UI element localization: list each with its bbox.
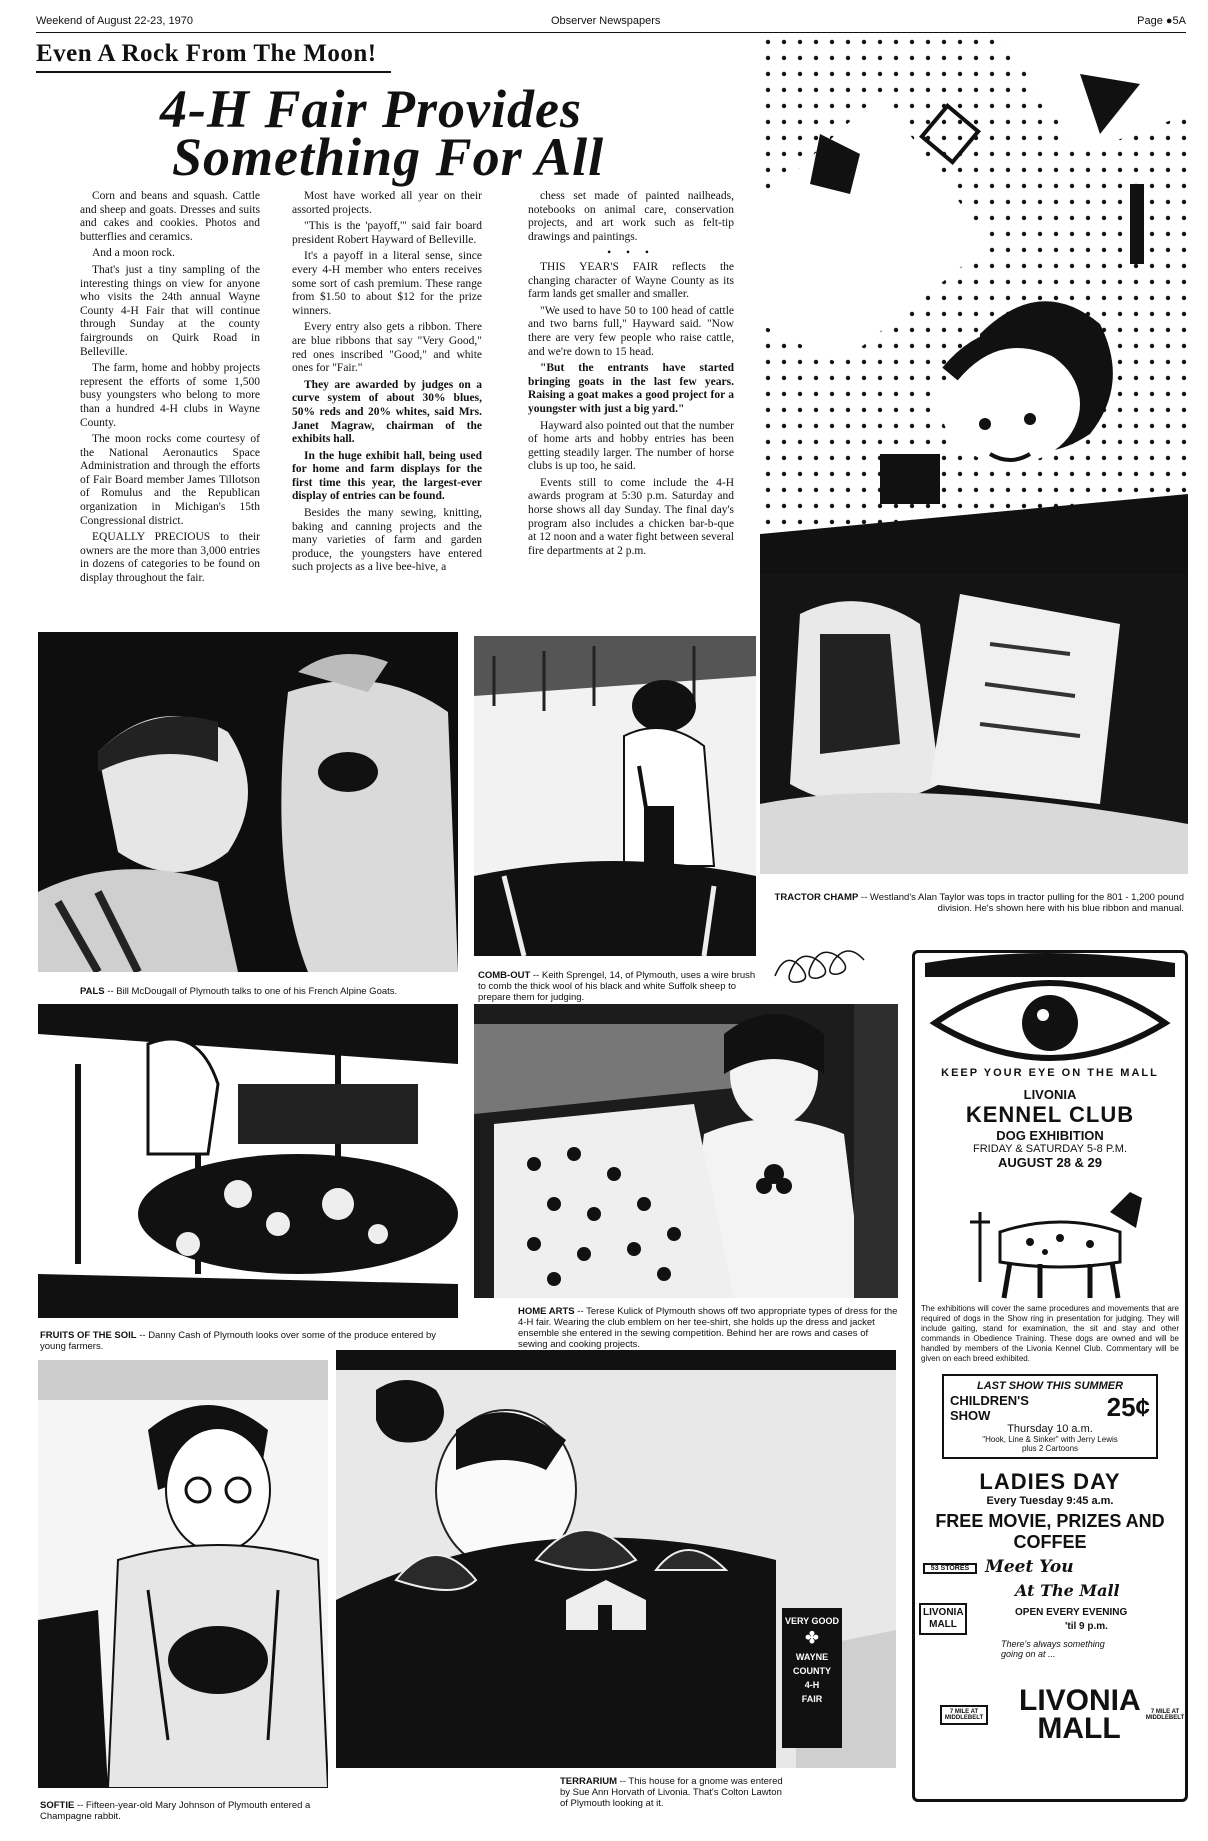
open-every-evening: OPEN EVERY EVENING [1015, 1607, 1128, 1618]
ad-exhibition-dates: AUGUST 28 & 29 [997, 1155, 1103, 1170]
article-paragraph: Events still to come include the 4-H awards program at 5:30 p.m. Saturday and horse shows all day Sunday. The final day's program also includes a chicken bar-b-que at 12 noon and a water fight between several fire departments at 2 p.m. [528, 476, 734, 557]
caption-label: FRUITS OF THE SOIL [40, 1330, 137, 1341]
ribbon-line: FAIR [801, 1694, 823, 1704]
meet-you-script: Meet You [985, 1557, 1074, 1577]
childrens-show-label: CHILDREN'S SHOW [950, 1392, 1029, 1423]
show-movie: "Hook, Line & Sinker" with Jerry Lewis [982, 1435, 1118, 1444]
caption-label: TERRARIUM [560, 1776, 617, 1787]
mall-name-logo: LIVONIA MALL [1019, 1684, 1141, 1745]
caption-tractor-champ [770, 892, 1184, 914]
caption-text: -- Keith Sprengel, 14, of Plymouth, uses a wire brush to comb the thick wool of his black and white Suffolk sheep to prepare them for judging. [478, 970, 756, 1003]
headline-line-1: 4-H Fair Provides [160, 79, 582, 139]
headline-line-2: Something For All [172, 127, 605, 187]
girl-with-rabbit-image [38, 1360, 328, 1788]
article-column-2 [292, 190, 482, 578]
caption-comb-out [478, 970, 758, 1003]
ad-dog-exhibition: DOG EXHIBITION [996, 1128, 1104, 1143]
ladies-day-label: LADIES DAY [979, 1469, 1121, 1494]
caption-label: COMB-OUT [478, 970, 531, 981]
dog-icon [940, 1172, 1160, 1302]
caption-text: -- Westland's Alan Taylor was tops in tractor pulling for the 801 - 1,200 pound division. He's shown here with his blue ribbon and manual. [858, 892, 1184, 914]
caption-text: -- Danny Cash of Plymouth looks over some of the produce entered by young farmers. [40, 1330, 436, 1352]
very-good-ribbon [782, 1614, 842, 1706]
article-column-3 [528, 190, 734, 561]
article-paragraph: Every entry also gets a ribbon. There are blue ribbons that say "Very Good," red ones inscribed "Good," and white ones for "Fair." [292, 321, 482, 375]
caption-text: -- Fifteen-year-old Mary Johnson of Plymouth entered a Champagne rabbit. [40, 1800, 311, 1822]
photo-tractor-champ-top [760, 34, 1188, 574]
at-the-mall-script: At The Mall [1015, 1581, 1120, 1600]
masthead-page: Page ●5A [1137, 15, 1186, 27]
article-paragraph: THIS YEAR'S FAIR reflects the changing character of Wayne County as its farm lands get smaller and smaller. [528, 260, 734, 301]
article-paragraph: Hayward also pointed out that the number of home arts and hobby entries has been getting steadily larger. The number of horse clubs is up too, he said. [528, 419, 734, 473]
photo-softie [38, 1360, 328, 1788]
ad-exhibition-time: FRIDAY & SATURDAY 5-8 P.M. [972, 1143, 1128, 1155]
masthead-date: Weekend of August 22-23, 1970 [36, 15, 193, 27]
ribbon-line: 4-H [804, 1680, 820, 1690]
article-paragraph: "This is the 'payoff,'" said fair board president Robert Hayward of Belleville. [292, 220, 482, 246]
separator-dots: • • • [607, 247, 655, 260]
masthead [36, 12, 1186, 33]
caption-home-arts [518, 1306, 898, 1350]
decorative-swirl-icon [770, 948, 890, 988]
eye-icon [915, 953, 1185, 1073]
article-paragraph: EQUALLY PRECIOUS to their owners are the more than 3,000 entries in dozens of categories to be found on display throughout the fair. [80, 531, 260, 585]
always-something: There's always something going on at ... [1001, 1639, 1105, 1659]
ad-city: LIVONIA [1023, 1087, 1077, 1102]
childrens-show-price: 25¢ [1106, 1392, 1150, 1422]
caption-terrarium [560, 1776, 790, 1809]
photo-terrarium [336, 1350, 896, 1768]
photo-tractor-champ-bottom [760, 574, 1188, 874]
stores-badge: 53 STORES [923, 1563, 977, 1574]
photo-comb-out [474, 636, 756, 956]
address-right: 7 MILE AT MIDDLEBELT [1145, 1709, 1185, 1721]
article-paragraph: Corn and beans and squash. Cattle and sheep and goats. Dresses and suits and cakes and cookies. Photos and butterflies and ceramics. [80, 190, 260, 243]
caption-label: SOFTIE [40, 1800, 75, 1811]
last-show-label: LAST SHOW THIS SUMMER [976, 1380, 1124, 1392]
ribbon-image [760, 574, 1188, 874]
show-time: Thursday 10 a.m. [1007, 1423, 1093, 1435]
caption-text: -- This house for a gnome was entered by Sue Ann Horvath of Livonia. That's Colton Lawton of Plymouth looking at it. [560, 1776, 783, 1809]
article-paragraph: In the huge exhibit hall, being used for home and farm displays for the first time this year, the largest-ever display of entries can be found. [292, 449, 482, 503]
kicker-rule [36, 71, 391, 73]
article-paragraph: And a moon rock. [92, 247, 176, 260]
article-paragraph: The farm, home and hobby projects represent the efforts of some 1,500 busy youngsters who belong to more than a hundred 4-H clubs in Wayne County. [80, 362, 260, 429]
masthead-paper: Observer Newspapers [551, 15, 661, 27]
article-column-1 [80, 190, 260, 589]
clover-icon: ✤ [805, 1630, 819, 1647]
mall-sign-icon: LIVONIA MALL [919, 1603, 967, 1635]
show-cartoons: plus 2 Cartoons [1021, 1444, 1079, 1453]
caption-text: -- Bill McDougall of Plymouth talks to one of his French Alpine Goats. [104, 986, 398, 997]
photo-fruits-of-the-soil [38, 1004, 458, 1318]
article-paragraph: "We used to have 50 to 100 head of cattle and two barns full," Hayward said. "Now there are very few people who raise cattle, and we're down to 15 head. [528, 304, 734, 358]
caption-label: TRACTOR CHAMP [774, 892, 859, 903]
mall-info-block [915, 1553, 1185, 1703]
photo-home-arts [474, 1004, 898, 1298]
ad-exhibition-details: The exhibitions will cover the same procedures and movements that are required of dogs in the Show ring in presentation for judging. They will include gaiting, stand for examination, the sit and stay and other commands in Obedience Training. These dogs are owned and will be handled by members of the Livonia Kennel Club. Commentary will be given on each breed exhibited. [921, 1304, 1179, 1363]
photo-pals [38, 632, 458, 972]
article-paragraph: The moon rocks come courtesy of the National Aeronautics Space Administration and through the efforts of Fair Board member James Tillotson of Romulus and the Republican organization in Michigan's 15th Congressional district. [80, 433, 260, 527]
ribbon-line: COUNTY [793, 1666, 831, 1676]
caption-fruits-of-the-soil [40, 1330, 460, 1352]
caption-text: -- Terese Kulick of Plymouth shows off two appropriate types of dress for the 4-H fair. Wearing the club emblem on her tee-shirt, she holds up the dress and jacket ensemble she entered in the sewing competition. Behind her are rows and cases of sewing and cooking projects. [518, 1306, 898, 1350]
caption-label: HOME ARTS [518, 1306, 575, 1317]
article-paragraph: It's a payoff in a literal sense, since every 4-H member who enters receives some sort of cash premium. These range from $1.50 to about $12 for the prize winners. [292, 250, 482, 317]
kicker-headline: Even A Rock From The Moon! [36, 40, 377, 67]
caption-pals [80, 986, 460, 997]
article-paragraph: "But the entrants have started bringing goats in the last few years. Raising a goat makes a good project for a youngster with just a big yard." [528, 362, 734, 415]
free-movie-label: FREE MOVIE, PRIZES AND COFFEE [935, 1511, 1165, 1552]
open-until: 'til 9 p.m. [1065, 1621, 1108, 1632]
ribbon-line: VERY GOOD [784, 1616, 839, 1626]
ad-slogan: KEEP YOUR EYE ON THE MALL [941, 1067, 1159, 1079]
article-paragraph: They are awarded by judges on a curve system of about 30% blues, 50% reds and 20% whites, said Mrs. Janet Magraw, chairman of the exhibits hall. [292, 378, 482, 446]
ladies-day-time: Every Tuesday 9:45 a.m. [986, 1495, 1114, 1507]
caption-label: PALS [80, 986, 105, 997]
caption-softie [40, 1800, 330, 1822]
ad-kennel-club: KENNEL CLUB [965, 1102, 1135, 1127]
childrens-show-box [942, 1374, 1158, 1459]
pegboard-image [760, 34, 1188, 574]
article-paragraph: Besides the many sewing, knitting, baking and canning projects and the many varieties of farm and garden produce, the youngsters have entered such projects as a live bee-hive, a [292, 507, 482, 574]
article-paragraph: chess set made of painted nailheads, notebooks on animal care, conservation projects, and art work such as felt-tip drawings and paintings. [528, 190, 734, 243]
article-paragraph: That's just a tiny sampling of the interesting things on view for anyone who visits the 24th annual Wayne County 4-H Fair that will continue through Sunday at the county fairgrounds on Quirk Road in Belleville. [80, 263, 260, 358]
sheep-comb-image [474, 636, 756, 956]
livonia-mall-advertisement [912, 950, 1188, 1802]
address-left: 7 MILE AT MIDDLEBELT [940, 1705, 988, 1725]
article-paragraph: Most have worked all year on their assorted projects. [292, 190, 482, 216]
boy-and-goat-image [38, 632, 458, 972]
ribbon-line: WAYNE [795, 1652, 829, 1662]
dress-display-image [474, 1004, 898, 1298]
produce-image [38, 1004, 458, 1318]
